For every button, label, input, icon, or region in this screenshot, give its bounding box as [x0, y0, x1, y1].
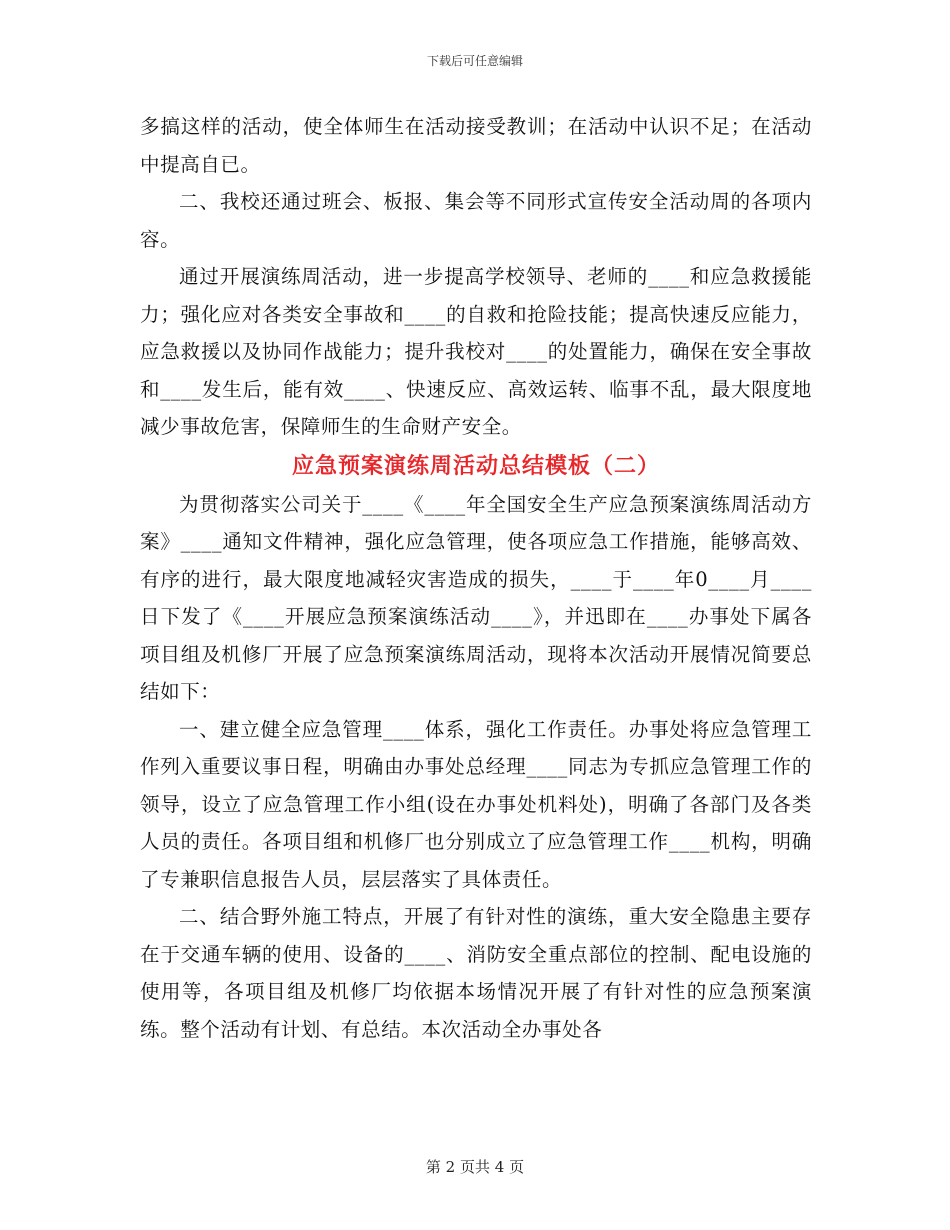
page-header: 下载后可任意编辑: [426, 54, 523, 68]
paragraph-item-2: 二、结合野外施工特点，开展了有针对性的演练，重大安全隐患主要存在于交通车辆的使用、设备的____、消防安全重点部位的控制、配电设施的使用等，各项目组及机修厂均依据本场情况开展了有针对性的应急预案演练。整个活动有计划、有总结。本次活动全办事处各: [140, 905, 812, 1041]
paragraph-summary: 通过开展演练周活动，进一步提高学校领导、老师的____和应急救援能力；强化应对各类安全事故和____的自救和抢险技能；提高快速反应能力，应急救援以及协同作战能力；提升我校对____的处置能力，确保在安全事故和____发生后，能有效____、快速反应、高效运转、临事不乱，最大限度地减少事故危害，保障师生的生命财产安全。: [140, 265, 812, 438]
section-title: 应急预案演练周活动总结模板（二）: [291, 452, 660, 479]
paragraph-point-2: 二、我校还通过班会、板报、集会等不同形式宣传安全活动周的各项内容。: [140, 190, 812, 251]
document-body: [140, 108, 812, 1048]
paragraph-intro: 为贯彻落实公司关于____《____年全国安全生产应急预案演练周活动方案》____通知文件精神，强化应急管理，使各项应急工作措施，能够高效、有序的进行，最大限度地减轻灾害造成的损失，____于____年0____月____日下发了《____开展应急预案演练活动____》，并迅即在____办事处下属各项目组及机修厂开展了应急预案演练周活动，现将本次活动开展情况简要总结如下：: [140, 492, 812, 703]
page-footer: 第 2 页共 4 页: [425, 1158, 525, 1176]
paragraph-continuation: 多搞这样的活动，使全体师生在活动接受教训；在活动中认识不足；在活动中提高自已。: [140, 115, 812, 176]
paragraph-item-1: 一、建立健全应急管理____体系，强化工作责任。办事处将应急管理工作列入重要议事日程，明确由办事处总经理____同志为专抓应急管理工作的领导，设立了应急管理工作小组(设在办事处机料处)，明确了各部门及各类人员的责任。各项目组和机修厂也分别成立了应急管理工作____机构，明确了专兼职信息报告人员，层层落实了具体责任。: [140, 717, 812, 891]
